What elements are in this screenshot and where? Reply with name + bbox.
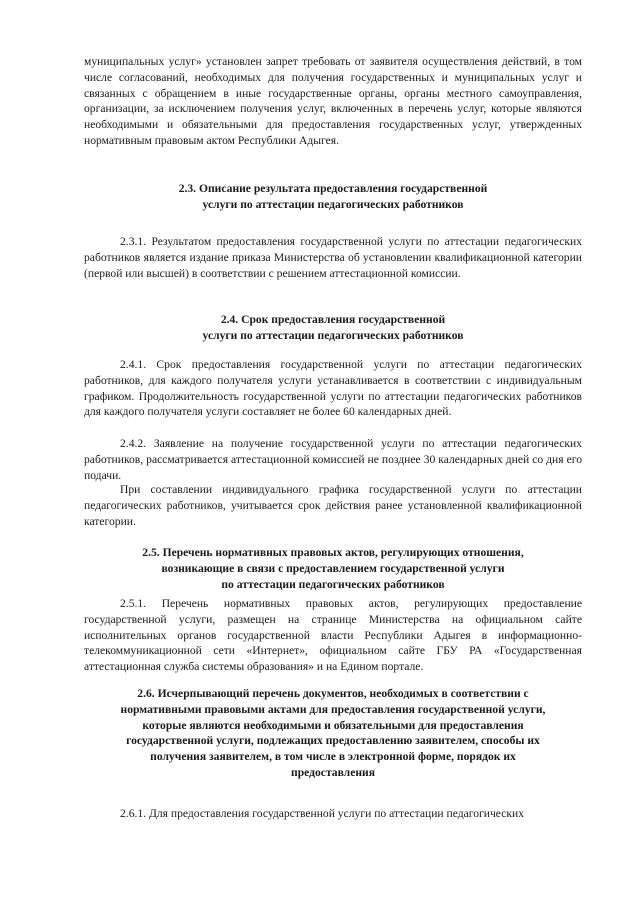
heading-line: 2.3. Описание результата предоставления государственной: [178, 182, 488, 195]
paragraph-2-6-1: 2.6.1. Для предоставления государственной услуги по аттестации педагогических: [120, 807, 525, 820]
paragraph-2-4-1: 2.4.1. Срок предоставления государственной услуги по аттестации педагогических работников, для каждого получателя услуги устанавливается в соответствии с индивидуальным графиком. Продолжительность государственной услуги по аттестации педагогических работников для каждого получателя услуги составляет не более 60 календарных дней.: [84, 358, 582, 419]
heading-line: услуги по аттестации педагогических работников: [202, 328, 464, 342]
heading-line: предоставления: [291, 765, 375, 779]
intro-paragraph: муниципальных услуг» установлен запрет требовать от заявителя осуществления действий, в том числе согласований, необходимых для получения государственных и муниципальных услуг и связанных с обращением в иные государственные органы, органы местного самоуправления, организации, за исключением получения услуг, включенных в перечень услуг, которые являются необходимыми и обязательными для предоставления государственных услуг, утвержденных нормативным правовым актом Республики Адыгея.: [84, 55, 582, 147]
heading-line: 2.6. Исчерпывающий перечень документов, необходимых в соответствии с: [137, 687, 529, 700]
heading-line: 2.5. Перечень нормативных правовых актов, регулирующих отношения,: [142, 546, 524, 559]
section-2-5-heading: [84, 545, 582, 592]
section-2-4-heading: [84, 312, 582, 344]
heading-line: по аттестации педагогических работников: [221, 577, 445, 591]
paragraph-2-3-1: 2.3.1. Результатом предоставления государственной услуги по аттестации педагогических работников является издание приказа Министерства об установлении квалификационной категории (первой или высшей) в соответствии с решением аттестационной комиссии.: [84, 235, 582, 280]
heading-line: возникающие в связи с предоставлением государственной услуги: [161, 561, 505, 575]
heading-line: получения заявителем, в том числе в электронной форме, порядок их: [150, 750, 516, 764]
paragraph-2-5-1: 2.5.1. Перечень нормативных правовых актов, регулирующих предоставление государственной услуги, размещен на странице Министерства на официальном сайте исполнительных органов государственной власти Республики Адыгея в информационно-телекоммуникационной сети «Интернет», официальном сайте ГБУ РА «Государственная аттестационная служба системы образования» и на Едином портале.: [84, 597, 582, 674]
heading-line: 2.4. Срок предоставления государственной: [220, 313, 446, 326]
heading-line: которые являются необходимыми и обязательными для предоставления: [142, 718, 524, 732]
heading-line: услуги по аттестации педагогических работников: [202, 197, 464, 211]
paragraph-2-4-3: При составлении индивидуального графика государственной услуги по аттестации педагогических работников, учитывается срок действия ранее установленной квалификационной категории.: [84, 483, 582, 528]
section-2-6-heading: [84, 686, 582, 781]
heading-line: нормативными правовыми актами для предоставления государственной услуги,: [120, 702, 546, 716]
heading-line: государственной услуги, подлежащих предоставлению заявителем, способы их: [126, 734, 540, 748]
section-2-3-heading: [84, 181, 582, 213]
paragraph-2-4-2: 2.4.2. Заявление на получение государственной услуги по аттестации педагогических работников, рассматривается аттестационной комиссией не позднее 30 календарных дней со дня его подачи.: [84, 437, 582, 482]
